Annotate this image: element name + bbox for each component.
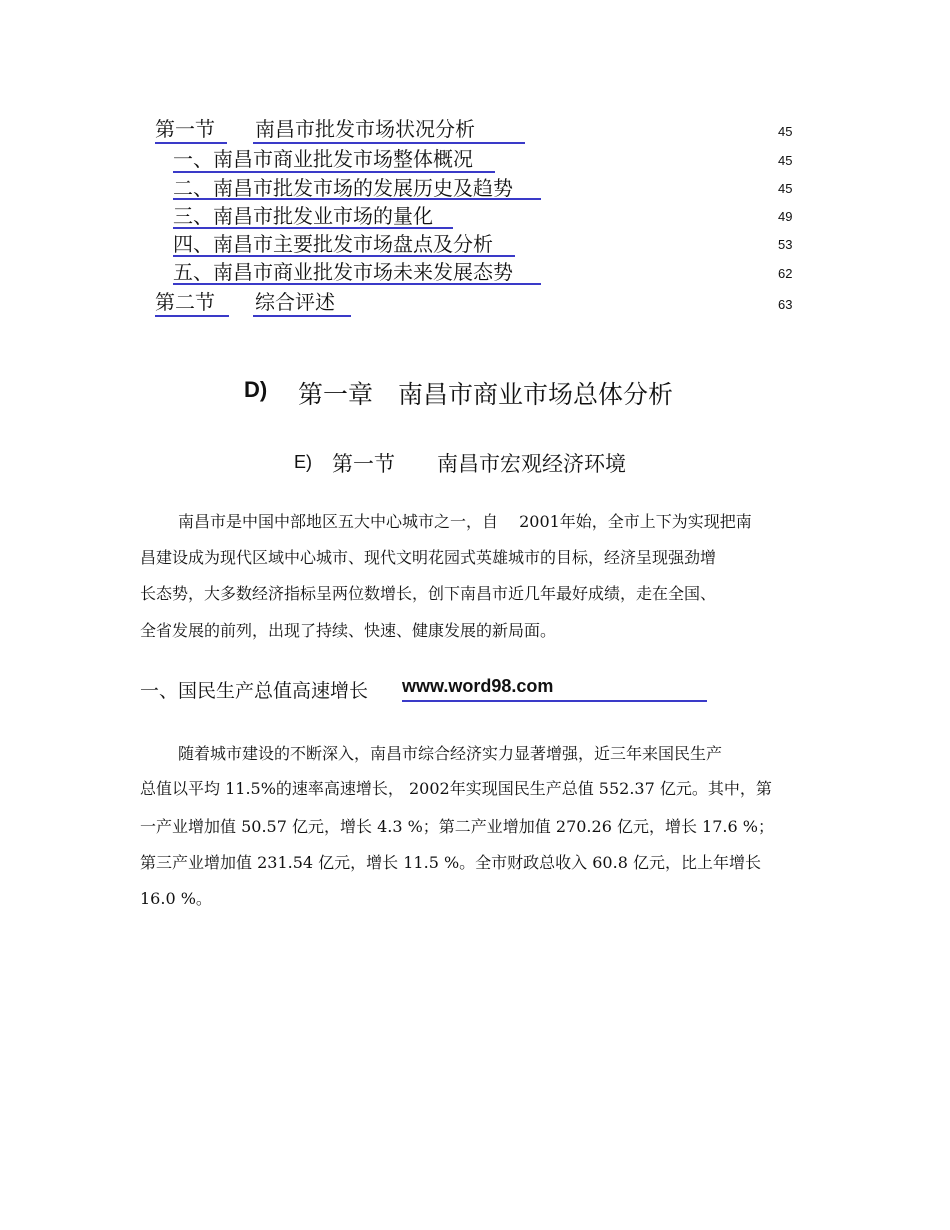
website-link[interactable]: www.word98.com [402,676,554,696]
paragraph-line: 随着城市建设的不断深入，南昌市综合经济实力显著增强，近三年来国民生产 [178,744,723,763]
toc-underline [173,171,495,173]
toc-entry-link[interactable]: 四、南昌市主要批发市场盘点及分析 [173,232,493,256]
toc-entry-link[interactable]: 一、南昌市商业批发市场整体概况 [173,147,473,171]
paragraph-line: 一产业增加值 50.57 亿元，增长 4.3 %；第二产业增加值 270.26 亿元，增长 17.6 %； [140,817,774,836]
toc-underline [173,283,541,285]
toc-entry-link[interactable]: 第一节 南昌市批发市场状况分析 [155,117,475,141]
link-underline [402,700,707,702]
paragraph-line: 第三产业增加值 231.54 亿元，增长 11.5 %。全市财政总收入 60.8 亿元，比上年增长 [140,853,761,872]
paragraph-line: 长态势，大多数经济指标呈两位数增长，创下南昌市近几年最好成绩，走在全国、 [140,584,717,603]
paragraph-line: 南昌市是中国中部地区五大中心城市之一，自 2001年始，全市上下为实现把南 [178,512,752,531]
toc-underline [253,315,351,317]
toc-page-number: 49 [778,209,793,224]
toc-page-number: 45 [778,124,793,139]
toc-underline [173,227,453,229]
toc-entry-link[interactable]: 五、南昌市商业批发市场未来发展态势 [173,260,513,284]
gdp-subheading [140,676,840,704]
toc-page-number: 63 [778,297,793,312]
toc-underline [155,142,227,144]
paragraph-line: 总值以平均 11.5%的速率高速增长， 2002年实现国民生产总值 552.37 亿元。其中，第 [140,779,772,798]
toc-page-number: 45 [778,153,793,168]
toc-page-number: 62 [778,266,793,281]
paragraph-line: 16.0 %。 [140,889,212,908]
section-heading [0,448,950,478]
paragraph-line: 昌建设成为现代区域中心城市、现代文明花园式英雄城市的目标，经济呈现强劲增 [140,548,717,567]
toc-entry-link[interactable]: 三、南昌市批发业市场的量化 [173,204,433,228]
toc-page-number: 45 [778,181,793,196]
toc-entry-link[interactable]: 第二节 综合评述 [155,290,335,314]
toc-page-number: 53 [778,237,793,252]
toc-underline [253,142,525,144]
chapter-mark: D) [244,377,268,402]
chapter-heading [0,375,950,411]
toc-entry-link[interactable]: 二、南昌市批发市场的发展历史及趋势 [173,176,513,200]
section-mark: E) [294,452,312,472]
chapter-title: 第一章 南昌市商业市场总体分析 [298,380,674,409]
subheading-text: 一、国民生产总值高速增长 [140,680,369,702]
section-title: 第一节 南昌市宏观经济环境 [332,452,626,476]
paragraph-line: 全省发展的前列，出现了持续、快速、健康发展的新局面。 [140,621,557,640]
toc-underline [173,198,541,200]
toc-underline [173,255,515,257]
toc-underline [155,315,229,317]
